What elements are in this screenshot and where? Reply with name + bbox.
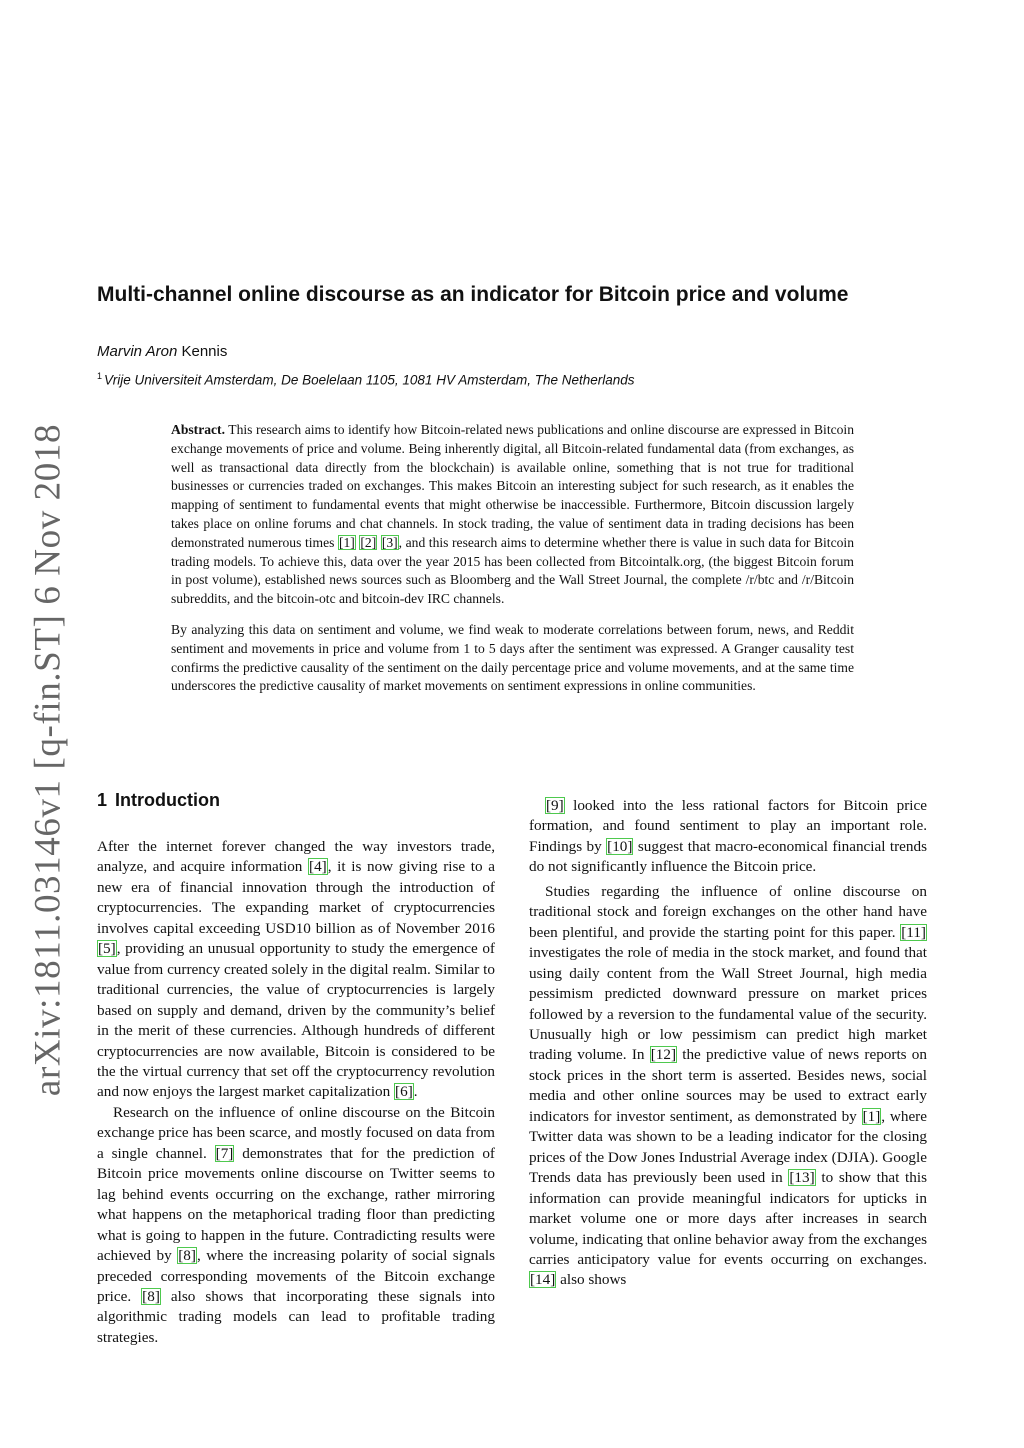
body-text: , where the increasing polarity of social signals preceded corresponding movements of the Bitcoin exchange price. bbox=[97, 1247, 495, 1305]
abstract-paragraph-2: By analyzing this data on sentiment and volume, we find weak to moderate correlations between forum, news, and Reddit sentiment and movements in price and volume from 1 to 5 days after the sentiment was expressed. A Granger causality test confirms the predictive causality of the sentiment on the daily percentage price and volume movements, and at the same time underscores the predictive causality of market movements on sentiment expressions in online communities. bbox=[171, 621, 854, 694]
body-text: Research on the influence of online discourse on the Bitcoin exchange price has been scarce, and mostly focused on data from a single channel. bbox=[97, 1103, 495, 1162]
citation-link[interactable]: [7] bbox=[215, 1144, 234, 1162]
author-first-names: Marvin Aron bbox=[97, 343, 178, 360]
citation-link[interactable]: [12] bbox=[650, 1046, 677, 1064]
abstract-paragraph-1 bbox=[171, 421, 854, 609]
abstract-text: This research aims to identify how Bitcoin-related news publications and online discourse are expressed in Bitcoin exchange movements of price and volume. Being inherently digital, all Bitcoin-related fundamental data (from exchanges, as well as transactional data directly from the blockchain) is available online, something that is not true for traditional businesses or currencies traded on exchanges. This makes Bitcoin an interesting subject for such research, as it enables the mapping of sentiment to fundamental events that might otherwise be inaccessible. Furthermore, Bitcoin discussion largely takes place on online forums and chat channels. In stock trading, the value of sentiment data in trading decisions has been demonstrated numerous times bbox=[171, 422, 855, 550]
body-text: suggest that macro-economical financial trends do not significantly influence the Bitcoin price. bbox=[529, 837, 927, 876]
body-text: Studies regarding the influence of online discourse on traditional stock and foreign exchanges on the other hand have been plentiful, and provide the starting point for this paper. bbox=[529, 882, 927, 941]
citation-link[interactable]: [8] bbox=[178, 1247, 196, 1265]
body-text: looked into the less rational factors for Bitcoin price formation, and found sentiment to play an important role. Findings by bbox=[529, 797, 927, 855]
paper-title: Multi-channel online discourse as an indicator for Bitcoin price and volume bbox=[97, 283, 849, 306]
abstract bbox=[171, 421, 854, 696]
body-text: , providing an unusual opportunity to study the emergence of value from currency created solely in the digital realm. Similar to traditional currencies, the value of cryptocurrencies is largely based on supply and demand, driven by the community’s belief in the merit of these currencies. Although hundreds of different cryptocurrencies are now available, Bitcoin is considered to be the the virtual currency that set off the cryptocurrency revolution and now enjoys the largest market capitalization bbox=[97, 940, 495, 1101]
citation-link[interactable]: [11] bbox=[901, 923, 926, 941]
body-text: also shows bbox=[556, 1271, 627, 1289]
intro-paragraph-2 bbox=[97, 1103, 495, 1348]
left-column bbox=[97, 837, 495, 1348]
arxiv-identifier-stamp: arXiv:1811.03146v1 [q-fin.ST] 6 Nov 2018 bbox=[27, 423, 69, 1097]
body-text: , where Twitter data was shown to be a leading indicator for the closing prices of the Dow Jones Industrial Average index (DJIA). Google Trends data has previously been used in bbox=[529, 1107, 927, 1187]
body-text: . bbox=[413, 1083, 418, 1101]
body-text: also shows that incorporating these signals into algorithmic trading models can lead to profitable trading strategies. bbox=[97, 1287, 495, 1346]
section-heading-introduction bbox=[97, 790, 220, 811]
citation-link[interactable]: [14] bbox=[530, 1271, 556, 1289]
citation-link[interactable]: [1] bbox=[862, 1107, 881, 1125]
citation-link[interactable]: [4] bbox=[309, 858, 327, 876]
intro-paragraph-1 bbox=[97, 837, 495, 1103]
citation-link[interactable]: [3] bbox=[381, 534, 398, 550]
citation-link[interactable]: [13] bbox=[789, 1169, 815, 1187]
citation-link[interactable]: [2] bbox=[360, 534, 377, 550]
body-text: to show that this information can provide meaningful indicators for upticks in market volume one or more days after increases in search volume, indicating that online behavior away from the exchanges carries anticipatory value for events occurring on exchanges. bbox=[529, 1169, 927, 1268]
citation-link[interactable]: [5] bbox=[98, 940, 116, 958]
intro-paragraph-3 bbox=[529, 796, 927, 878]
right-column bbox=[529, 792, 927, 1291]
author-last-name: Kennis bbox=[181, 343, 228, 360]
body-text: After the internet forever changed the way investors trade, analyze, and acquire information bbox=[97, 838, 495, 876]
citation-link[interactable]: [9] bbox=[546, 797, 564, 814]
section-number: 1 bbox=[97, 790, 108, 810]
body-text: , it is now giving rise to a new era of financial innovation through the introduction of cryptocurrencies. The expanding market of cryptocurrencies involves capital exceeding USD10 billion as of November 2016 bbox=[97, 858, 495, 937]
citation-link[interactable]: [6] bbox=[395, 1083, 413, 1101]
citation-link[interactable]: [10] bbox=[607, 837, 633, 855]
affiliation-marker: 1 bbox=[97, 371, 103, 381]
intro-paragraph-4 bbox=[529, 882, 927, 1291]
citation-link[interactable]: [8] bbox=[142, 1287, 160, 1305]
abstract-label: Abstract. bbox=[171, 422, 225, 437]
body-text: investigates the role of media in the stock market, and found that using daily content from the Wall Street Journal, high media pessimism predicted downward pressure on market prices followed by a reversion to the fundamental value of the security. Unusually high or low pessimism can predict high market trading volume. In bbox=[529, 944, 927, 1064]
affiliation-text: Vrije Universiteit Amsterdam, De Boelelaan 1105, 1081 HV Amsterdam, The Netherlands bbox=[104, 372, 635, 388]
body-text: demonstrates that for the prediction of Bitcoin price movements online discourse on Twitter seems to lag behind events occurring on the exchange, rather mirroring what happens on the metaphorical trading floor than predicting what is going to happen in the future. Contradicting results were achieved by bbox=[97, 1144, 495, 1265]
affiliation bbox=[97, 371, 635, 388]
author-line bbox=[97, 343, 227, 360]
body-text: the predictive value of news reports on stock prices in the short term is asserted. Besides news, social media and other online sources may be used to extract early indicators for investor sentiment, as demonstrated by bbox=[529, 1046, 927, 1125]
abstract-text: , and this research aims to determine whether there is value in such data for Bitcoin trading models. To achieve this, data over the year 2015 has been collected from Bitcointalk.org, (the biggest Bitcoin forum in post volume), established news sources such as Bloomberg and the Wall Street Journal, the complete /r/btc and /r/Bitcoin subreddits, and the bitcoin-otc and bitcoin-dev IRC channels. bbox=[171, 534, 854, 607]
section-title: Introduction bbox=[115, 790, 220, 810]
citation-link[interactable]: [1] bbox=[338, 534, 355, 550]
